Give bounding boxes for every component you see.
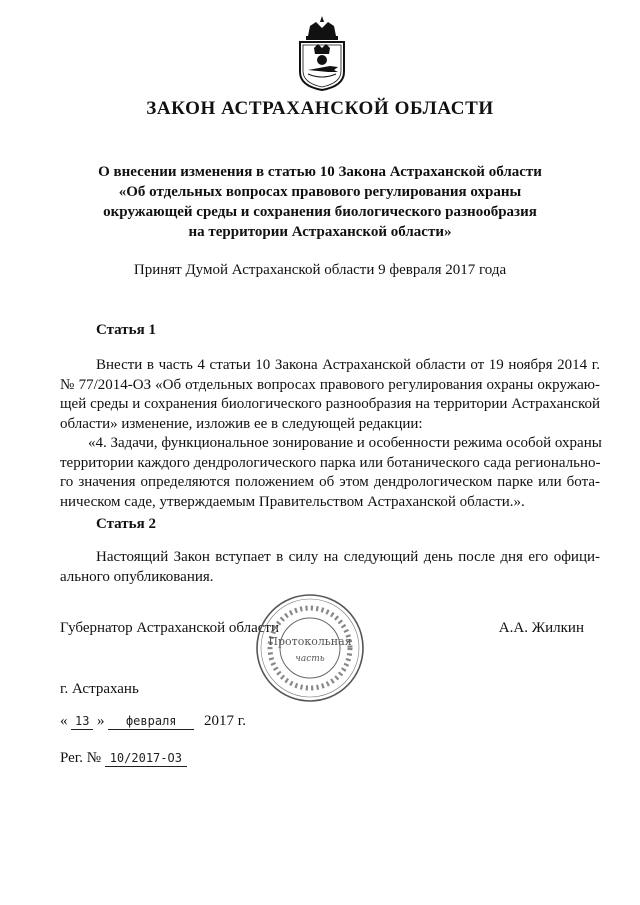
city: г. Астрахань bbox=[60, 681, 139, 697]
signing-date bbox=[60, 713, 246, 730]
subject-line: на территории Астраханской области» bbox=[188, 224, 452, 240]
date-quote-open: « bbox=[60, 713, 68, 729]
registration-line bbox=[60, 750, 187, 767]
paragraph-line: № 77/2014-ОЗ «Об отдельных вопросах правового регулирования охраны окружаю- bbox=[60, 376, 600, 393]
adoption-note: Принят Думой Астраханской области 9 февраля 2017 года bbox=[133, 262, 507, 278]
official-stamp bbox=[254, 592, 366, 704]
law-subject bbox=[60, 162, 580, 242]
subject-line: окружающей среды и сохранения биологического разнообразия bbox=[103, 204, 537, 220]
signatory-title: Губернатор Астраханской области bbox=[60, 620, 280, 636]
paragraph-line: «4. Задачи, функциональное зонирование и особенности режима особой охраны bbox=[88, 435, 602, 451]
subject-line: «Об отдельных вопросах правового регулирования охраны bbox=[118, 184, 522, 200]
date-year: 2017 г. bbox=[204, 713, 246, 729]
article-2-heading: Статья 2 bbox=[96, 516, 156, 532]
coat-of-arms-emblem bbox=[294, 14, 350, 92]
paragraph-line: Настоящий Закон вступает в силу на следующий день после дня его офици- bbox=[96, 549, 600, 565]
paragraph-line: ального опубликования. bbox=[60, 568, 214, 585]
stamp-text-1: Протокольная bbox=[268, 635, 352, 648]
article-1-paragraph-1 bbox=[60, 356, 600, 434]
paragraph-line: ническом саде, утверждаемым Правительством Астраханской области.». bbox=[60, 493, 525, 510]
date-day: 13 bbox=[71, 713, 93, 730]
date-month: февраля bbox=[108, 713, 194, 730]
paragraph-line: территории каждого дендрологического парка или ботанического сада регионально- bbox=[60, 454, 601, 471]
paragraph-line: Внести в часть 4 статьи 10 Закона Астраханской области от 19 ноября 2014 г. bbox=[96, 357, 600, 373]
stamp-text-2: часть bbox=[295, 654, 325, 664]
paragraph-line: области» изменение, изложив ее в следующей редакции: bbox=[60, 415, 423, 432]
paragraph-line: щей среды и сохранения биологического разнообразия на территории Астраханской bbox=[60, 396, 600, 412]
date-quote-close: » bbox=[97, 713, 105, 729]
article-1-heading: Статья 1 bbox=[96, 322, 156, 338]
subject-line: О внесении изменения в статью 10 Закона Астраханской области bbox=[98, 164, 542, 180]
law-title: ЗАКОН АСТРАХАНСКОЙ ОБЛАСТИ bbox=[146, 98, 494, 119]
paragraph-line: го значения определяются положением об этом дендрологическом парке или бота- bbox=[60, 474, 600, 490]
registration-number: 10/2017-ОЗ bbox=[105, 750, 187, 767]
signatory-name: А.А. Жилкин bbox=[498, 620, 584, 636]
article-2-paragraph bbox=[60, 548, 600, 587]
article-1-paragraph-2 bbox=[60, 434, 600, 512]
registration-label: Рег. № bbox=[60, 750, 102, 766]
